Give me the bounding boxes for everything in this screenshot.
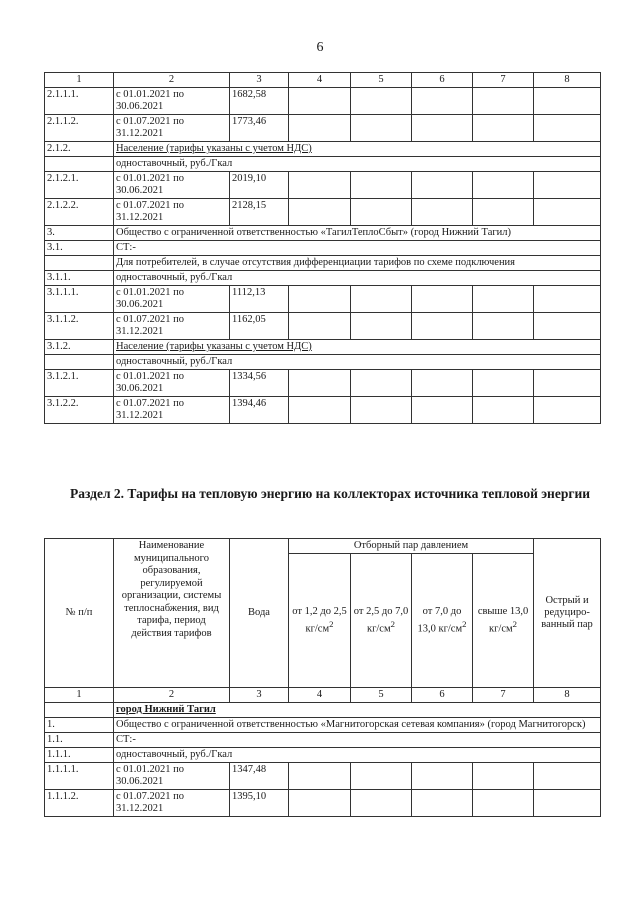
city-name: город Нижний Тагил bbox=[114, 703, 601, 718]
row-number: 3.1.1.2. bbox=[45, 313, 114, 340]
col-number: 5 bbox=[351, 73, 412, 88]
tariff-value: 1682,58 bbox=[230, 88, 289, 115]
tariff-value: 1395,10 bbox=[230, 790, 289, 817]
row-number: 2.1.2.1. bbox=[45, 172, 114, 199]
col-number: 7 bbox=[473, 73, 534, 88]
row-number: 2.1.1.1. bbox=[45, 88, 114, 115]
table-row bbox=[45, 226, 601, 241]
tariff-value: 1334,56 bbox=[230, 370, 289, 397]
collector-tariff-table bbox=[44, 538, 601, 817]
table-row bbox=[45, 340, 601, 355]
row-number: 1.1.1.2. bbox=[45, 790, 114, 817]
header-pressure-4: свыше 13,0 $кг/см^2$ bbox=[473, 554, 534, 688]
tariff-value: 2019,10 bbox=[230, 172, 289, 199]
table-row bbox=[45, 748, 601, 763]
table-row bbox=[45, 199, 601, 226]
tariff-period: с 01.01.2021 по 30.06.2021 bbox=[114, 172, 230, 199]
row-number: 2.1.2. bbox=[45, 142, 114, 157]
header-sharp-steam: Острый и редуциро-ванный пар bbox=[534, 539, 601, 688]
header-pressure-2: от 2,5 до 7,0 $кг/см^2$ bbox=[351, 554, 412, 688]
table-row bbox=[45, 172, 601, 199]
tariff-type: одноставочный, руб./Гкал bbox=[114, 271, 601, 286]
system-code: СТ:- bbox=[114, 241, 601, 256]
header-num: № п/п bbox=[45, 539, 114, 688]
organization-name: Общество с ограниченной ответственностью «ТагилТеплоСбыт» (город Нижний Тагил) bbox=[114, 226, 601, 241]
col-number: 4 bbox=[289, 688, 351, 703]
tariff-period: с 01.01.2021 по 30.06.2021 bbox=[114, 763, 230, 790]
row-number: 1.1.1. bbox=[45, 748, 114, 763]
tariff-table-continued bbox=[44, 72, 601, 424]
col-number: 8 bbox=[534, 73, 601, 88]
row-number: 3.1.1. bbox=[45, 271, 114, 286]
col-number: 2 bbox=[114, 73, 230, 88]
tariff-period: с 01.07.2021 по 31.12.2021 bbox=[114, 115, 230, 142]
row-number: 2.1.2.2. bbox=[45, 199, 114, 226]
table-row bbox=[45, 733, 601, 748]
table-row bbox=[45, 256, 601, 271]
table-row bbox=[45, 355, 601, 370]
col-number: 5 bbox=[351, 688, 412, 703]
row-number: 3.1.2.2. bbox=[45, 397, 114, 424]
col-number: 1 bbox=[45, 688, 114, 703]
table-row bbox=[45, 271, 601, 286]
table-row bbox=[45, 370, 601, 397]
col-number: 3 bbox=[230, 688, 289, 703]
col-number: 7 bbox=[473, 688, 534, 703]
category-text: Население (тарифы указаны с учетом НДС) bbox=[114, 142, 601, 157]
column-number-row bbox=[45, 73, 601, 88]
tariff-value: 2128,15 bbox=[230, 199, 289, 226]
tariff-period: с 01.01.2021 по 30.06.2021 bbox=[114, 370, 230, 397]
col-number: 1 bbox=[45, 73, 114, 88]
row-number: 3.1.1.1. bbox=[45, 286, 114, 313]
table-row bbox=[45, 142, 601, 157]
tariff-type: одноставочный, руб./Гкал bbox=[114, 748, 601, 763]
row-number: 3.1.2.1. bbox=[45, 370, 114, 397]
organization-name: Общество с ограниченной ответственностью «Магнитогорская сетевая компания» (город Магнитогорск) bbox=[114, 718, 601, 733]
consumer-note: Для потребителей, в случае отсутствия дифференциации тарифов по схеме подключения bbox=[114, 256, 601, 271]
table-row bbox=[45, 157, 601, 172]
table-row bbox=[45, 88, 601, 115]
tariff-value: 1347,48 bbox=[230, 763, 289, 790]
header-water: Вода bbox=[230, 539, 289, 688]
row-number: 3. bbox=[45, 226, 114, 241]
header-pressure-1: от 1,2 до 2,5 $кг/см^2$ bbox=[289, 554, 351, 688]
category-text: Население (тарифы указаны с учетом НДС) bbox=[114, 340, 601, 355]
row-number: 3.1. bbox=[45, 241, 114, 256]
system-code: СТ:- bbox=[114, 733, 601, 748]
header-row bbox=[45, 539, 601, 554]
table-row bbox=[45, 718, 601, 733]
table-row bbox=[45, 790, 601, 817]
table-row bbox=[45, 241, 601, 256]
tariff-period: с 01.01.2021 по 30.06.2021 bbox=[114, 88, 230, 115]
row-number: 3.1.2. bbox=[45, 340, 114, 355]
table-row bbox=[45, 286, 601, 313]
tariff-value: 1162,05 bbox=[230, 313, 289, 340]
col-number: 8 bbox=[534, 688, 601, 703]
tariff-value: 1112,13 bbox=[230, 286, 289, 313]
tariff-period: с 01.07.2021 по 31.12.2021 bbox=[114, 790, 230, 817]
col-number: 6 bbox=[412, 688, 473, 703]
table-row bbox=[45, 703, 601, 718]
table-row bbox=[45, 313, 601, 340]
header-name: Наименование муниципального образования, регулируемой организации, системы теплоснабжения, вид тарифа, период действия тарифов bbox=[114, 539, 230, 688]
tariff-type: одноставочный, руб./Гкал bbox=[114, 157, 601, 172]
tariff-type: одноставочный, руб./Гкал bbox=[114, 355, 601, 370]
header-pressure-3: от 7,0 до 13,0 $кг/см^2$ bbox=[412, 554, 473, 688]
row-number: 2.1.1.2. bbox=[45, 115, 114, 142]
table-row bbox=[45, 115, 601, 142]
section-title: Раздел 2. Тарифы на тепловую энергию на коллекторах источника тепловой энергии bbox=[69, 486, 591, 501]
tariff-period: с 01.07.2021 по 31.12.2021 bbox=[114, 313, 230, 340]
column-number-row bbox=[45, 688, 601, 703]
table-row bbox=[45, 397, 601, 424]
tariff-period: с 01.01.2021 по 30.06.2021 bbox=[114, 286, 230, 313]
tariff-period: с 01.07.2021 по 31.12.2021 bbox=[114, 199, 230, 226]
tariff-value: 1773,46 bbox=[230, 115, 289, 142]
page-number: 6 bbox=[316, 40, 324, 55]
row-number: 1. bbox=[45, 718, 114, 733]
header-steam-group: Отборный пар давлением bbox=[289, 539, 534, 554]
col-number: 3 bbox=[230, 73, 289, 88]
tariff-value: 1394,46 bbox=[230, 397, 289, 424]
row-number: 1.1. bbox=[45, 733, 114, 748]
tariff-period: с 01.07.2021 по 31.12.2021 bbox=[114, 397, 230, 424]
col-number: 4 bbox=[289, 73, 351, 88]
col-number: 2 bbox=[114, 688, 230, 703]
table-row bbox=[45, 763, 601, 790]
row-number: 1.1.1.1. bbox=[45, 763, 114, 790]
col-number: 6 bbox=[412, 73, 473, 88]
